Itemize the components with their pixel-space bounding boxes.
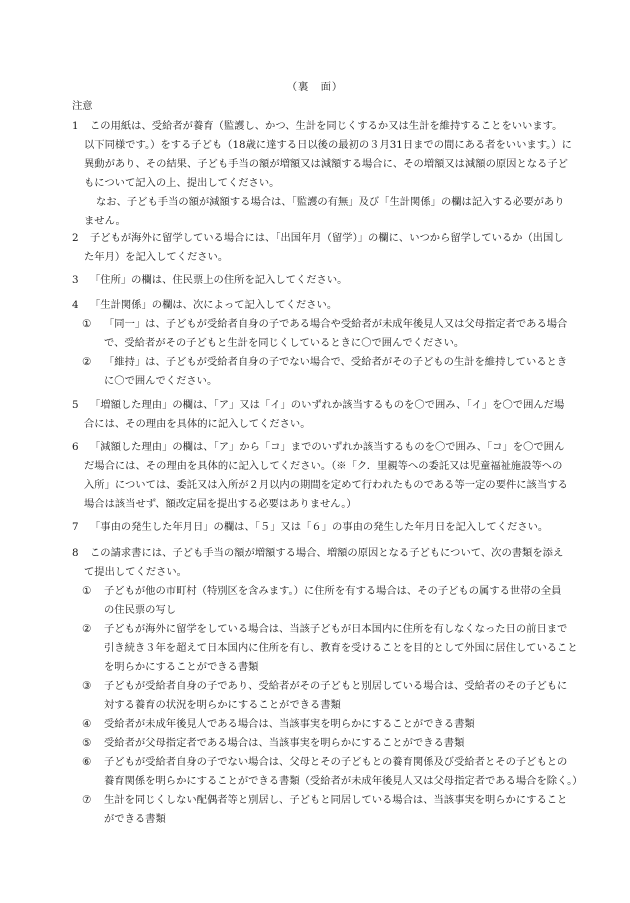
sub-item-number: ①	[82, 585, 92, 597]
sub-item-text-line: 生計を同じくしない配偶者等と別居し、子どもと同居している場合は、当該事実を明らかにすること	[104, 794, 568, 806]
section-text-line: た年月）を記入してください。	[84, 251, 229, 263]
note-section-1	[72, 117, 572, 231]
section-text-line: もについて記入の上、提出してください。	[84, 177, 280, 189]
sub-item-text-line: 引き続き３年を超えて日本国内に住所を有し、教育を受けることを目的として外国に居住していること	[104, 642, 578, 654]
section-number: 4	[72, 299, 79, 311]
section-text-line: 異動があり、その結果、子ども手当の額が増額又は減額する場合に、その増額又は減額の原因となる子ど	[84, 158, 568, 170]
section-text-line: 合には、その理由を具体的に記入してください。	[84, 418, 311, 430]
section-number: 3	[72, 274, 79, 286]
sub-item	[72, 753, 568, 772]
section-text-line: 以下同様です。）をする子ども（18歳に達する日以後の最初の３月31日までの間にある者をいいます。）に	[84, 139, 572, 151]
section-text-line: 「住所」の欄は、住民票上の住所を記入してください。	[90, 274, 348, 286]
sub-item-text-line: 子どもが海外に留学をしている場合は、当該子どもが日本国内に住所を有しなくなった日の前日まで	[104, 623, 568, 635]
note-section-8	[72, 544, 583, 829]
section-number: 7	[72, 521, 79, 533]
sub-item-number: ④	[82, 718, 92, 730]
sub-item	[72, 315, 568, 334]
section-text-line: 「増額した理由」の欄は、「ア」又は「イ」のいずれか該当するものを〇で囲み、「イ」を〇で囲んだ場	[90, 399, 565, 411]
sub-item-text-line: で、受給者がその子どもと生計を同じくしているときに〇で囲んでください。	[104, 337, 465, 349]
section-number: 2	[72, 232, 79, 244]
sub-item-text-line: 「維持」は、子どもが受給者自身の子でない場合で、受給者がその子どもの生計を維持しているとき	[104, 356, 568, 368]
section-note-line: ません。	[84, 215, 126, 227]
section-note-line: なお、子ども手当の額が減額する場合は、「監護の有無」及び「生計関係」の欄は記入する必要があり	[96, 196, 565, 208]
note-section-7	[72, 518, 560, 537]
sub-item-number: ⑤	[82, 737, 92, 749]
section-number: 1	[72, 120, 79, 132]
sub-item-text-line: ができる書類	[104, 813, 166, 825]
sub-item	[72, 620, 568, 639]
section-number: 5	[72, 399, 79, 411]
sub-item-text-line: 子どもが受給者自身の子でない場合は、父母とその子どもとの養育関係及び受給者とその子どもとの	[104, 756, 568, 768]
sub-item-text-line: に〇で囲んでください。	[104, 375, 218, 387]
sub-item-number: ①	[82, 318, 92, 330]
note-section-4	[72, 296, 568, 391]
sub-item-text-line: 養育関係を明らかにすることができる書類（受給者が未成年後見人又は父母指定者である場合を除く。）	[104, 775, 583, 787]
sub-item-text-line: 「同一」は、子どもが受給者自身の子である場合や受給者が未成年後見人又は父母指定者である場合	[104, 318, 568, 330]
sub-item	[72, 734, 560, 753]
sub-item	[72, 715, 560, 734]
note-section-6	[72, 438, 568, 514]
section-number: 8	[72, 547, 79, 559]
sub-item-text-line: を明らかにすることができる書類	[104, 661, 259, 673]
sub-item-number: ⑥	[82, 756, 92, 768]
sub-item-number: ③	[82, 680, 92, 692]
page-title: （裏 面）	[286, 81, 344, 93]
sub-item	[72, 677, 568, 696]
sub-item-text-line: 受給者が父母指定者である場合は、当該事実を明らかにすることができる書類	[104, 737, 465, 749]
sub-item-text-line: 対する養育の状況を明らかにすることができる書類	[104, 699, 341, 711]
sub-item-number: ⑦	[82, 794, 92, 806]
sub-item-number: ②	[82, 356, 92, 368]
section-text-line: この請求書には、子ども手当の額が増額する場合、増額の原因となる子どもについて、次の書類を添え	[90, 547, 564, 559]
note-section-5	[72, 396, 565, 434]
section-text-line: 「生計関係」の欄は、次によって記入してください。	[90, 299, 338, 311]
sub-item-text-line: 受給者が未成年後見人である場合は、当該事実を明らかにすることができる書類	[104, 718, 475, 730]
sub-item	[72, 582, 560, 601]
notes-heading: 注意	[72, 100, 93, 112]
section-text-line: 「事由の発生した年月日」の欄は、「５」又は「６」の事由の発生した年月日を記入してください。	[90, 521, 549, 533]
sub-item-text-line: 子どもが受給者自身の子であり、受給者がその子どもと別居している場合は、受給者のその子どもに	[104, 680, 568, 692]
section-text-line: 場合は該当せず、額改定届を提出する必要はありません。）	[84, 498, 357, 510]
section-text-line: だ場合には、その理由を具体的に記入してください。（※「ク．里親等への委託又は児童福祉施設等への	[84, 460, 563, 472]
section-text-line: て提出してください。	[84, 566, 187, 578]
sub-item	[72, 353, 568, 372]
section-text-line: この用紙は、受給者が養育（監護し、かつ、生計を同じくするか又は生計を維持することをいいます。	[90, 120, 563, 132]
section-text-line: 入所」については、委託又は入所が２月以内の期間を定めて行われたものである等一定の要件に該当する	[84, 479, 568, 491]
section-number: 6	[72, 441, 79, 453]
sub-item-number: ②	[82, 623, 92, 635]
note-section-3	[72, 271, 560, 290]
sub-item-text-line: 子どもが他の市町村（特別区を含みます。）に住所を有する場合は、その子どもの属する世帯の全員	[104, 585, 562, 597]
sub-item	[72, 791, 568, 810]
sub-item-text-line: の住民票の写し	[104, 604, 177, 616]
section-text-line: 「減額した理由」の欄は、「ア」から「コ」までのいずれか該当するものを〇で囲み、「コ」を〇で囲ん	[90, 441, 565, 453]
note-section-2	[72, 229, 564, 267]
section-text-line: 子どもが海外に留学している場合には、「出国年月（留学）」の欄に、いつから留学しているか（出国し	[90, 232, 564, 244]
